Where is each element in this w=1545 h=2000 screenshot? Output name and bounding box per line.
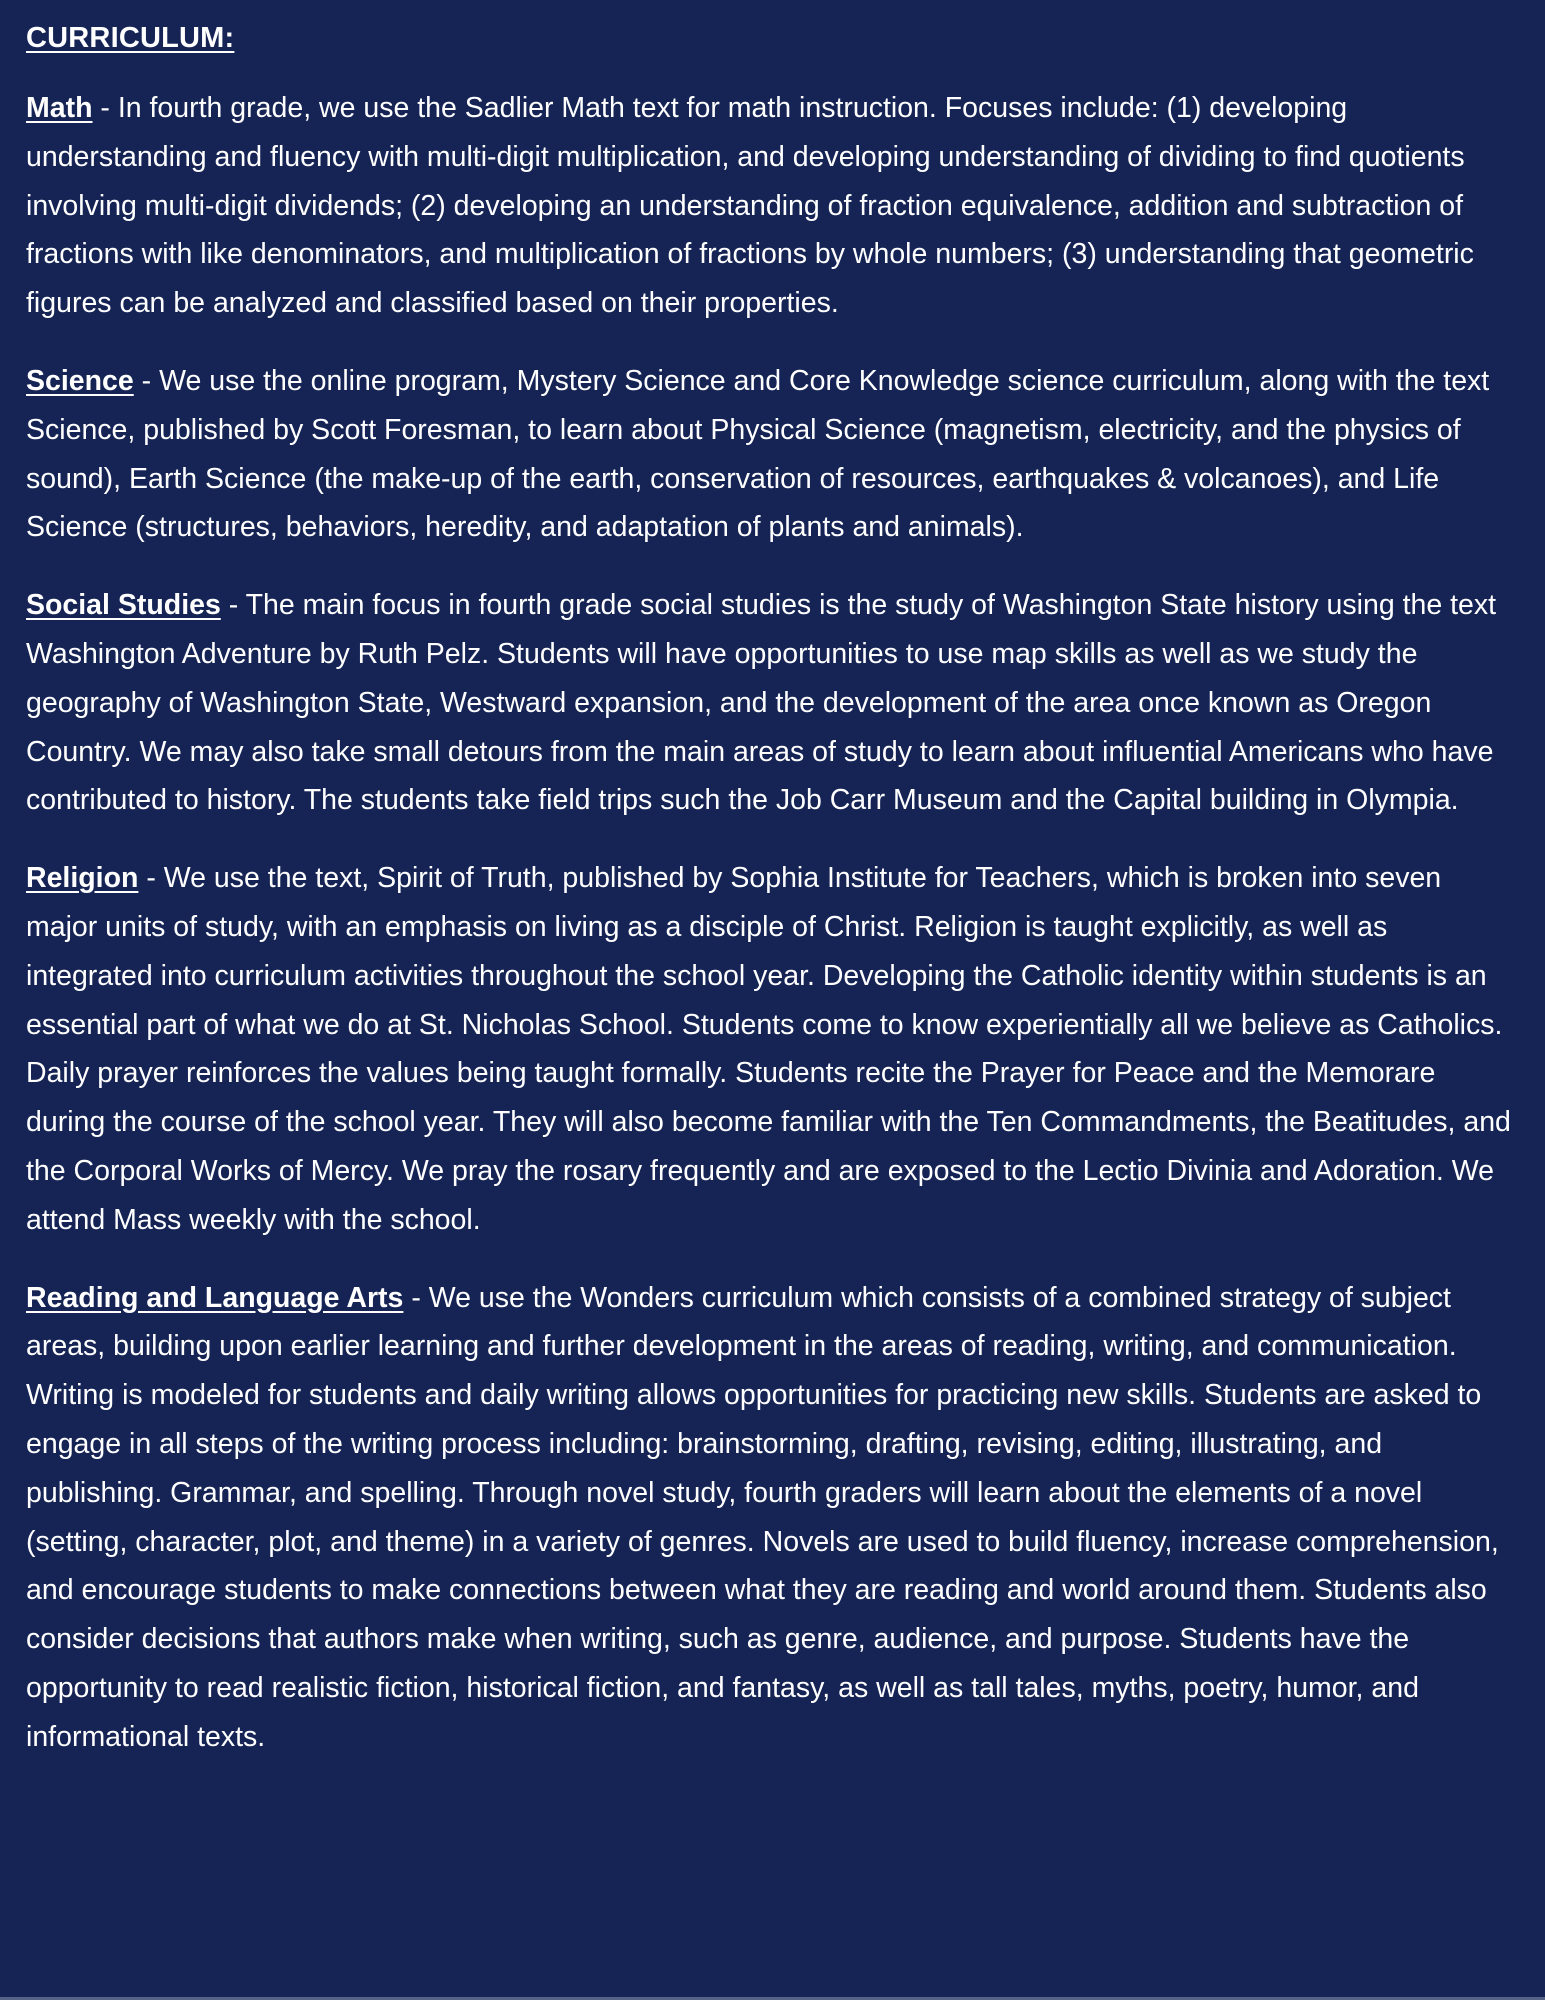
social-studies-subject-title: Social Studies <box>26 589 221 622</box>
religion-section <box>26 854 1519 1244</box>
social-studies-description: The main focus in fourth grade social studies is the study of Washington State history using the text Washington Adventure by Ruth Pelz. Students will have opportunities to use map skills as well as we study the geography of Washington State, Westward expansion, and the development of the area once known as Oregon Country. We may also take small detours from the main areas of study to learn about influential Americans who have contributed to history. The students take field trips such the Job Carr Museum and the Capital building in Olympia. <box>26 589 1497 817</box>
social-studies-section <box>26 581 1519 825</box>
religion-subject-title: Religion <box>26 862 139 895</box>
social-studies-separator: - <box>220 589 246 622</box>
religion-description: We use the text, Spirit of Truth, published by Sophia Institute for Teachers, which is broken into seven major units of study, with an emphasis on living as a disciple of Christ. Religion is taught explicitly, as well as integrated into curriculum activities throughout the school year. Developing the Catholic identity within students is an essential part of what we do at St. Nicholas School. Students come to know experientially all we believe as Catholics. Daily prayer reinforces the values being taught formally. Students recite the Prayer for Peace and the Memorare during the course of the school year. They will also become familiar with the Ten Commandments, the Beatitudes, and the Corporal Works of Mercy. We pray the rosary frequently and are exposed to the Lectio Divinia and Adoration. We attend Mass weekly with the school. <box>26 862 1511 1236</box>
science-subject-title: Science <box>26 364 134 397</box>
math-separator: - <box>92 92 118 124</box>
science-section <box>26 357 1519 552</box>
science-separator: - <box>133 364 160 397</box>
reading-language-arts-separator: - <box>403 1281 429 1314</box>
math-subject-title: Math <box>26 92 93 124</box>
reading-language-arts-section <box>26 1274 1519 1762</box>
reading-language-arts-description: We use the Wonders curriculum which consists of a combined strategy of subject areas, building upon earlier learning and further development in the areas of reading, writing, and communication. Writing is modeled for students and daily writing allows opportunities for practicing new skills. Students are asked to engage in all steps of the writing process including: brainstorming, drafting, revising, editing, illustrating, and publishing. Grammar, and spelling. Through novel study, fourth graders will learn about the elements of a novel (setting, character, plot, and theme) in a variety of genres. Novels are used to build fluency, increase comprehension, and encourage students to make connections between what they are reading and world around them. Students also consider decisions that authors make when writing, such as genre, audience, and purpose. Students have the opportunity to read realistic fiction, historical fiction, and fantasy, as well as tall tales, myths, poetry, humor, and informational texts. <box>26 1281 1499 1753</box>
religion-separator: - <box>138 862 164 895</box>
science-description: We use the online program, Mystery Science and Core Knowledge science curriculum, along with the text Science, published by Scott Foresman, to learn about Physical Science (magnetism, electricity, and the physics of sound), Earth Science (the make-up of the earth, conservation of resources, earthquakes & volcanoes), and Life Science (structures, behaviors, heredity, and adaptation of plants and animals). <box>26 364 1490 544</box>
math-section <box>26 84 1519 328</box>
curriculum-heading: CURRICULUM: <box>26 22 235 54</box>
reading-language-arts-subject-title: Reading and Language Arts <box>26 1281 404 1314</box>
math-description: In fourth grade, we use the Sadlier Math text for math instruction. Focuses include: (1) developing understanding and fluency with multi-digit multiplication, and developing understanding of dividing to find quotients involving multi-digit dividends; (2) developing an understanding of fraction equivalence, addition and subtraction of fractions with like denominators, and multiplication of fractions by whole numbers; (3) understanding that geometric figures can be analyzed and classified based on their properties. <box>26 92 1474 320</box>
